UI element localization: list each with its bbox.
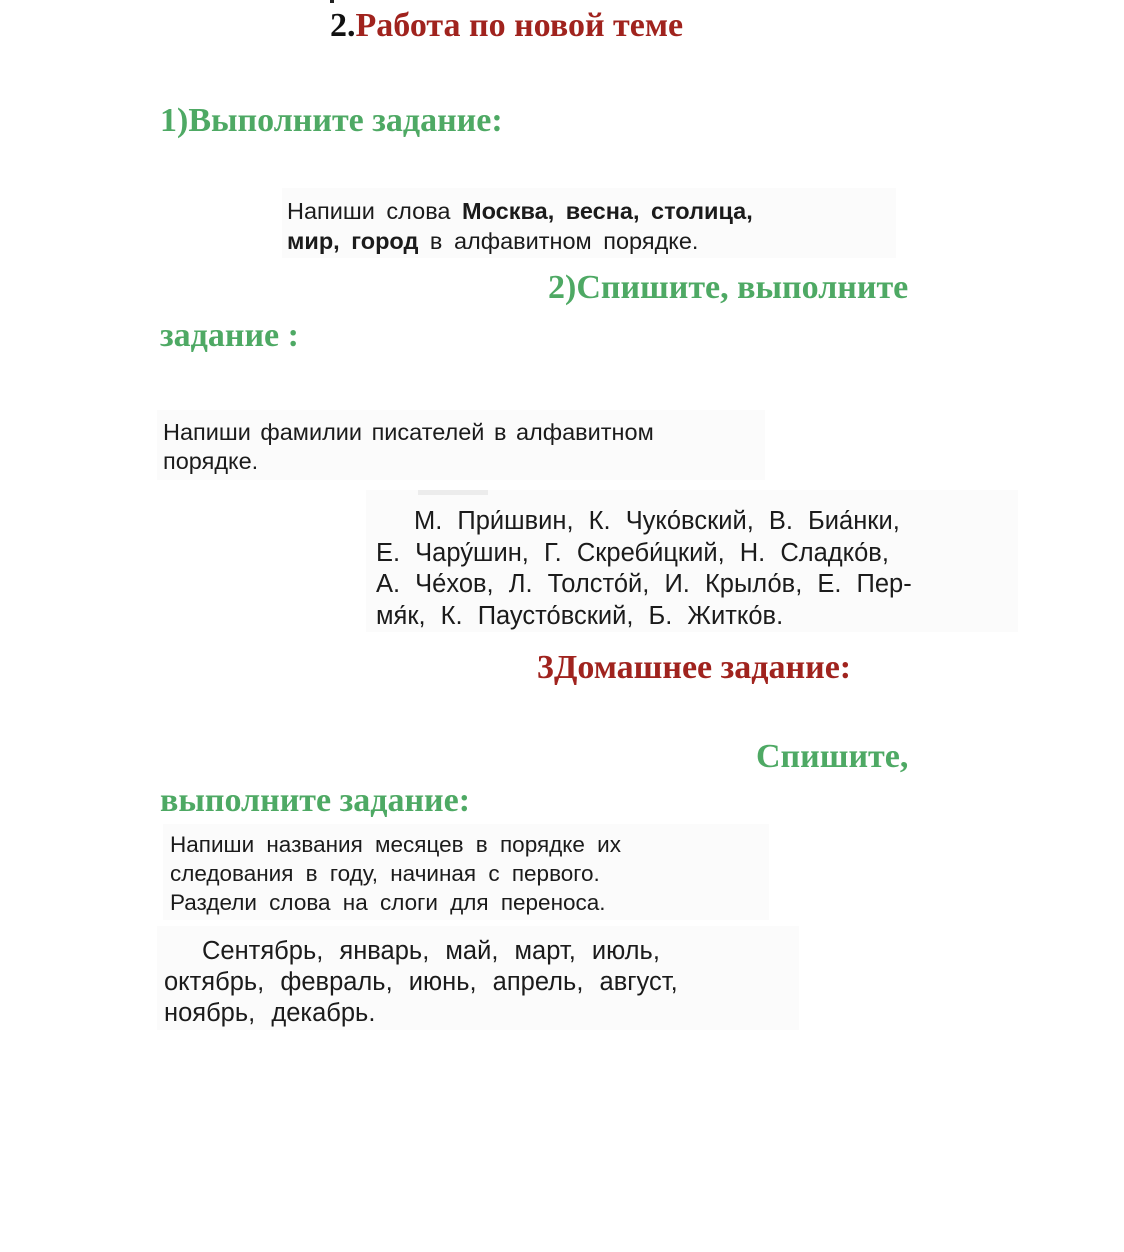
section-number: 2. [330,7,356,44]
scan-artifact [330,0,334,3]
homework-subheading-line1: Спишите, [756,738,909,775]
task2-instruction-line: порядке. [163,448,259,474]
task2-names-image [366,490,1018,632]
section-title [330,6,683,46]
task1-exercise-line2 [287,226,896,256]
task2-instruction-line: Напиши фамилии писателей в алфавитном [163,419,654,445]
task1-exercise-line1 [287,196,896,226]
task2-heading-line2: задание : [160,317,299,354]
task1-exercise-image [282,188,896,258]
task1-text-plain: Напиши слова [287,198,463,224]
task1-text-plain-2: в алфавитном порядке. [418,228,699,254]
section-title-text: Работа по новой теме [355,7,684,44]
names-line: А. Че́хов, Л. Толсто́й, И. Крыло́в, Е. Пер- [376,570,912,598]
task2-heading-line1: 2)Спишите, выполните [548,269,909,306]
months-line: октябрь, февраль, июнь, апрель, август, [164,968,678,996]
homework-instruction-image [163,824,769,920]
homework-instruction-line: следования в году, начиная с первого. [170,861,600,886]
names-line: Е. Чару́шин, Г. Скреби́цкий, Н. Сладко́в, [376,538,889,567]
months-line: ноябрь, декабрь. [164,999,376,1027]
names-line: М. При́швин, К. Чуко́вский, В. Биа́нки, [414,507,900,535]
homework-subheading-line2: выполните задание: [160,782,471,819]
task1-heading: 1)Выполните задание: [160,102,503,139]
homework-instruction-line: Напиши названия месяцев в порядке их [170,832,621,857]
homework-instruction-line: Раздели слова на слоги для переноса. [170,890,606,915]
task1-words-bold: Москва, весна, столица, [462,198,753,224]
homework-heading: 3Домашнее задание: [537,649,852,686]
names-line: мя́к, К. Паусто́вский, Б. Житко́в. [376,601,784,630]
task1-words-bold-2: мир, город [287,228,419,254]
months-line: Сентябрь, январь, май, март, июль, [202,937,660,965]
homework-months-image [157,926,799,1030]
scan-artifact [418,490,488,495]
task2-instruction-image [157,410,765,480]
